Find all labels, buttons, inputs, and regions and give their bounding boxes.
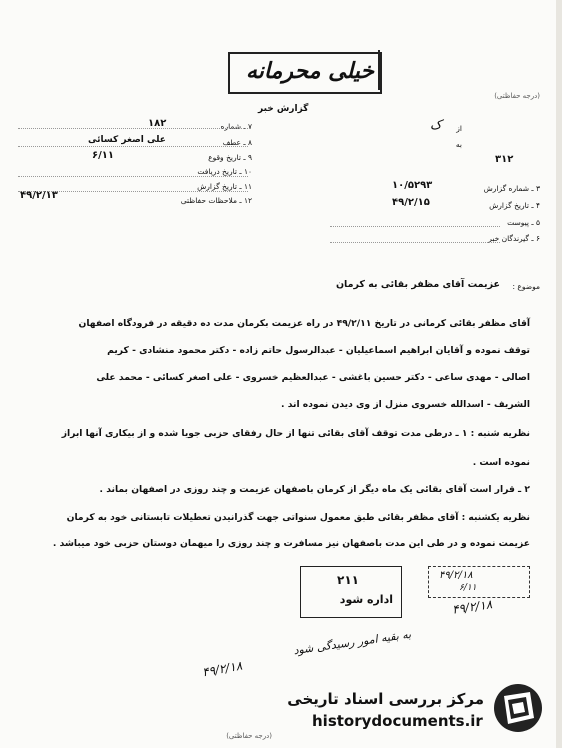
field-12-label: ۱۲ ـ ملاحظات حفاظتی — [180, 196, 252, 205]
top-classification-stamp — [228, 52, 382, 94]
field-8-line — [18, 146, 248, 147]
stamp-divider — [378, 50, 380, 90]
field-9-label: ۹ ـ تاریخ وقوع — [208, 153, 252, 162]
received-stamp-text: اداره شود — [339, 593, 393, 606]
field-5-line — [330, 226, 500, 227]
field-from-label: از — [456, 124, 462, 133]
body-line: ۲ ـ قرار است آقای بقائی یک ماه دیگر از کرمان باصفهان عزیمت و چند روزی در اصفهان بماند . — [99, 484, 530, 495]
header-small-label: (درجه حفاظتی) — [494, 92, 540, 100]
body-line: نظریه شنبه : ۱ ـ درطی مدت توقف آقای بقائی تنها از حال رفقای حزبی جویا شده و از بیکاری آنها ابراز — [61, 428, 530, 439]
field-from-value: ک — [430, 118, 442, 133]
field-7-value: ۱۸۲ — [148, 118, 167, 129]
field-to-value: ۳۱۲ — [495, 154, 514, 165]
field-source-label: ۳ ـ شماره گزارش — [483, 184, 540, 193]
top-stamp-text: خیلی محرمانه — [245, 58, 374, 84]
dated-stamp-line2: ۶/۱۱ — [459, 583, 477, 593]
body-line: نموده است . — [472, 457, 530, 468]
field-6-line — [330, 242, 500, 243]
archive-logo-icon — [490, 682, 548, 734]
subject-label: موضوع : — [512, 282, 540, 291]
watermark-line1: مرکز بررسی اسناد تاریخی — [287, 690, 484, 708]
field-9-value: ۶/۱۱ — [92, 150, 114, 161]
field-7-label: ۷ ـ شماره — [220, 122, 252, 131]
field-11-label: ۱۱ ـ تاریخ گزارش — [197, 182, 252, 191]
field-12-value: ۴۹/۲/۱۳ — [20, 190, 58, 201]
field-source-value: ۱۰/۵۲۹۳ — [392, 180, 433, 191]
body-line: آقای مظفر بقائی کرمانی در تاریخ ۴۹/۲/۱۱ در راه عزیمت بکرمان مدت ده دقیقه در فرودگاه اصفهان — [78, 318, 530, 329]
report-type-title: گزارش خبر — [258, 104, 309, 114]
dated-stamp — [428, 566, 530, 598]
watermark-line2: historydocuments.ir — [312, 712, 483, 730]
handwritten-signature: ۴۹/۲/۱۸ — [450, 597, 493, 617]
footer-label: (درجه حفاظتی) — [226, 732, 272, 740]
field-8-value: علی اصغر کسائی — [88, 135, 166, 145]
body-line: توقف نموده و آقایان ابراهیم اسماعیلیان - عبدالرسول حاتم زاده - دکتر محمود منشادی - کریم — [107, 345, 530, 356]
subject-value: عزیمت آقای مظفر بقائی به کرمان — [335, 279, 500, 290]
page-edge — [556, 0, 562, 748]
field-6-label: ۶ ـ گیرندگان خبر — [488, 234, 540, 243]
handwritten-date: ۴۹/۲/۱۸ — [200, 658, 243, 680]
field-10-line — [18, 176, 248, 177]
field-to-label: به — [455, 140, 462, 149]
field-5-label: ۵ ـ پیوست — [507, 218, 540, 227]
body-line: عزیمت نموده و در طی این مدت باصفهان نیز مسافرت و چند روزی را میهمان دوستان حزبی خود میباشد . — [52, 538, 530, 549]
field-10-label: ۱۰ ـ تاریخ دریافت — [197, 167, 252, 176]
received-stamp-number: ۲۱۱ — [337, 573, 359, 587]
field-date-label: ۴ ـ تاریخ گزارش — [489, 201, 540, 210]
field-7-line — [18, 128, 248, 129]
body-line: الشریف - اسدالله خسروی منزل از وی دیدن نموده اند . — [281, 399, 530, 410]
body-line: اصالی - مهدی ساعی - دکتر حسین باغشی - عبدالعظیم خسروی - علی اصغر کسائی - محمد علی — [96, 372, 530, 383]
body-line: نظریه یکشنبه : آقای مظفر بقائی طبق معمول سنواتی جهت گذرانیدن تعطیلات تابستانی خود به کرمان — [66, 512, 530, 523]
field-date-value: ۴۹/۲/۱۵ — [392, 197, 430, 208]
field-8-label: ۸ ـ عطف — [222, 138, 252, 147]
handwritten-note: به بقیه امور رسیدگی شود — [293, 627, 413, 658]
dated-stamp-line1: ۴۹/۲/۱۸ — [439, 570, 473, 581]
received-stamp — [300, 566, 402, 618]
